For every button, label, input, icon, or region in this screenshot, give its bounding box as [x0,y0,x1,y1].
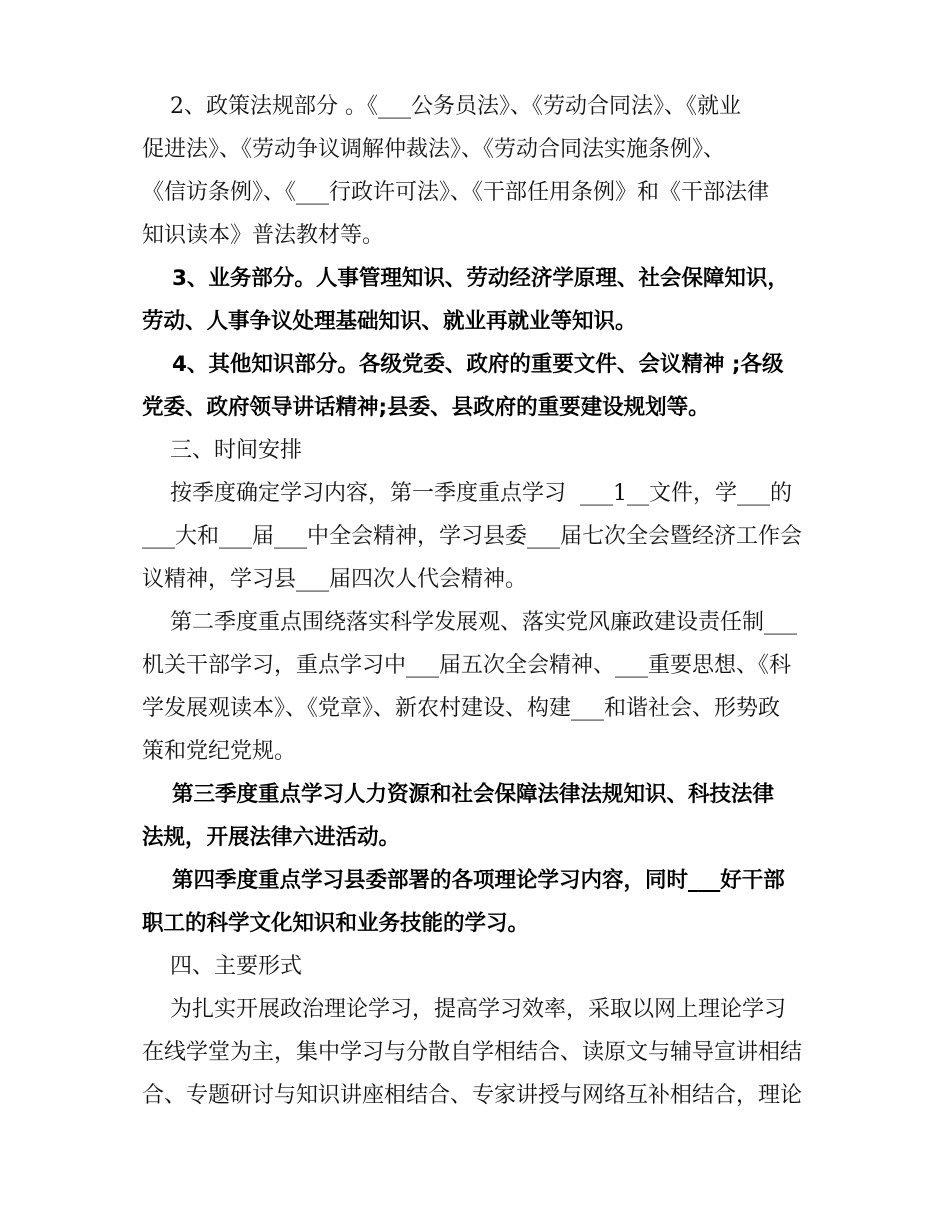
section-heading: 三、时间安排 [142,438,302,463]
text-line-bold: 4、其他知识部分。各级党委、政府的重要文件、会议精神 ;各级 [142,352,784,377]
text-line: 合、专题研讨与知识讲座相结合、专家讲授与网络互补相结合，理论 [142,1083,803,1108]
text-line-bold: 法规，开展法律六进活动。 [142,825,401,850]
text-line-bold: 3、业务部分。人事管理知识、劳动经济学原理、社会保障知识， [142,266,789,291]
text-line: 《信访条例》、《___行政许可法》、《干部任用条例》和《干部法律 [142,180,770,205]
text-line: 2、政策法规部分 。《___公务员法》、《劳动合同法》、《就业 [142,94,741,119]
text-line-bold: 职工的科学文化知识和业务技能的学习。 [142,911,530,936]
text-line: 按季度确定学习内容，第一季度重点学习 ___1__文件，学___的 [142,481,792,506]
text-line: 策和党纪党规。 [142,739,297,764]
text-line: 议精神，学习县___届四次人代会精神。 [142,567,528,592]
text-line: 第二季度重点围绕落实科学发展观、落实党风廉政建设责任制___ [142,610,797,635]
text-line-bold: 党委、政府领导讲话精神;县委、县政府的重要建设规划等。 [142,395,710,420]
text-line: 在线学堂为主，集中学习与分散自学相结合、读原文与辅导宣讲相结 [142,1040,803,1065]
text-line: 知识读本》普法教材等。 [142,223,385,248]
section-heading: 四、主要形式 [142,954,302,979]
text-line-bold: 劳动、人事争议处理基础知识、就业再就业等知识。 [142,309,637,334]
text-line: ___大和___届___中全会精神，学习县委___届七次全会暨经济工作会 [142,524,803,549]
text-line: 促进法》、《劳动争议调解仲裁法》、《劳动合同法实施条例》、 [142,137,726,162]
text-line-bold: 第三季度重点学习人力资源和社会保障法律法规知识、科技法律 [142,782,774,807]
text-line: 为扎实开展政治理论学习，提高学习效率，采取以网上理论学习 [142,997,786,1022]
text-line: 机关干部学习，重点学习中___届五次全会精神、___重要思想、《科 [142,653,792,678]
text-line: 学发展观读本》、《党章》、新农村建设、构建___和谐社会、形势政 [142,696,781,721]
text-line-bold: 第四季度重点学习县委部署的各项理论学习内容，同时___好干部 [142,868,785,893]
